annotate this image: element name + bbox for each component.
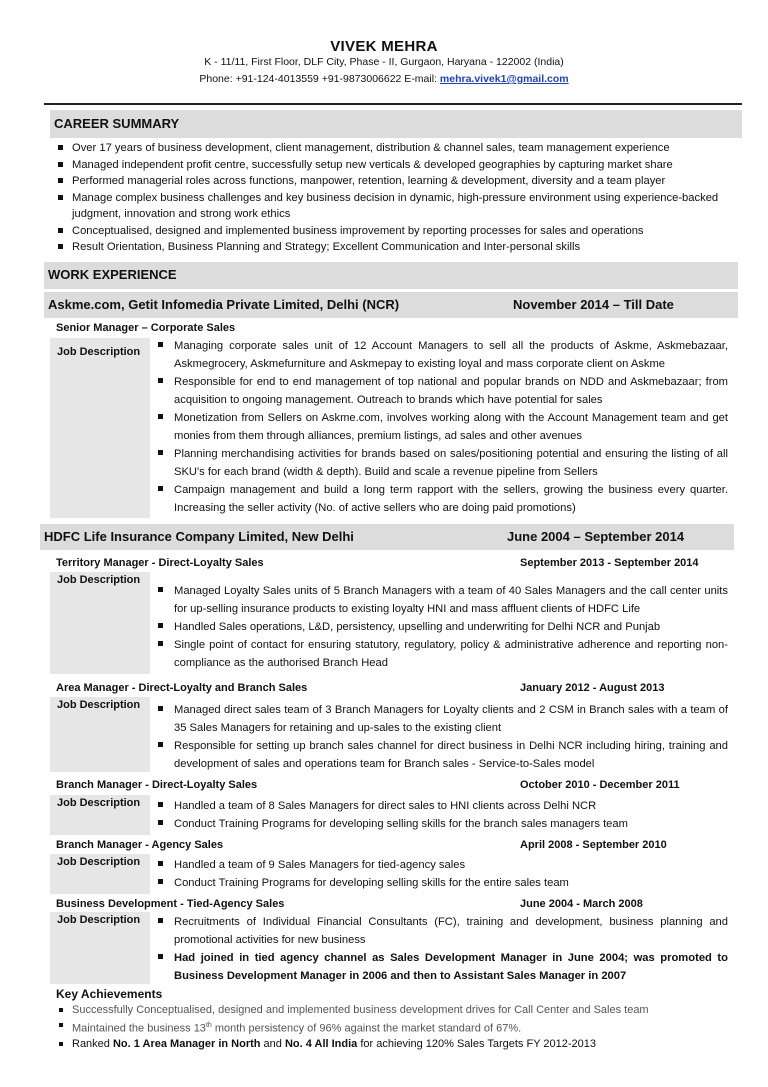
achievement-text: month persistency of 96% against the market standard of 67%.	[211, 1022, 522, 1035]
achievement-text: Maintained the business 13	[72, 1022, 206, 1035]
list-item: Managed independent profit centre, successfully setup new verticals & developed geographies by capturing market share	[54, 157, 724, 174]
list-item	[56, 1018, 736, 1037]
role-dates: June 2004 - March 2008	[520, 898, 643, 910]
job-description-box	[50, 912, 150, 984]
job-description-box	[50, 795, 150, 835]
email-link[interactable]: mehra.vivek1@gmail.com	[439, 73, 569, 85]
achievement-highlight: No. 1 Area Manager in North	[112, 1037, 261, 1050]
list-item: Handled a team of 9 Sales Managers for tied-agency sales	[154, 856, 728, 874]
job-description-label: Job Description	[57, 346, 141, 358]
list-item: Managing corporate sales unit of 12 Account Managers to sell all the products of Askme, Askmebazaar, Askmegrocery, Askmefurniture and Askmepay to existing loyal and mass corporate client on Askme	[154, 337, 728, 373]
role-title: Senior Manager – Corporate Sales	[56, 322, 236, 334]
achievement-text: and	[260, 1037, 285, 1050]
job-description-label: Job Description	[57, 914, 141, 926]
role-dates: January 2012 - August 2013	[520, 682, 665, 694]
list-item: Over 17 years of business development, client management, distribution & channel sales, team management experience	[54, 140, 724, 157]
job-description-list	[154, 797, 728, 833]
list-item: Performed managerial roles across functions, manpower, retention, learning & development, diversity and a team player	[54, 173, 724, 190]
company-name: Askme.com, Getit Infomedia Private Limited, Delhi (NCR)	[48, 297, 400, 312]
contact-line	[0, 73, 768, 85]
list-item: Conduct Training Programs for developing selling skills for the entire sales team	[154, 874, 728, 892]
job-description-list	[154, 856, 728, 892]
list-item	[56, 1037, 736, 1052]
list-item: Single point of contact for ensuring statutory, regulatory, policy & administrative adherence and reporting non-compliance as the authorised Branch Head	[154, 636, 728, 672]
list-item: Managed Loyalty Sales units of 5 Branch Managers with a team of 40 Sales Managers and the call center units for up-selling insurance products to existing loyalty HNI and mass affluent clients of HDFC Life	[154, 582, 728, 618]
list-item: Result Orientation, Business Planning and Strategy; Excellent Communication and Inter-personal skills	[54, 239, 724, 256]
job-description-list	[154, 701, 728, 773]
job-description-box	[50, 338, 150, 518]
job-description-box	[50, 697, 150, 772]
list-item: Handled Sales operations, L&D, persistency, upselling and underwriting for Delhi NCR and Punjab	[154, 618, 728, 636]
company-name: HDFC Life Insurance Company Limited, New Delhi	[44, 529, 354, 544]
job-description-box	[50, 572, 150, 674]
job-description-list	[154, 582, 728, 672]
role-title: Area Manager - Direct-Loyalty and Branch Sales	[56, 682, 308, 694]
company-dates: November 2014 – Till Date	[513, 297, 674, 312]
role-title: Branch Manager - Agency Sales	[56, 839, 224, 851]
career-summary-band	[50, 110, 742, 138]
achievement-superscript: th	[205, 1022, 212, 1029]
role-dates: October 2010 - December 2011	[520, 779, 680, 791]
list-item: Handled a team of 8 Sales Managers for direct sales to HNI clients across Delhi NCR	[154, 797, 728, 815]
list-item: Manage complex business challenges and key business decision in dynamic, high-pressure environment using experience-backed judgment, innovation and strong work ethics	[54, 190, 724, 223]
list-item: Managed direct sales team of 3 Branch Managers for Loyalty clients and 2 CSM in Branch sales with a team of 35 Sales Managers for retaining and up-sales to the existing client	[154, 701, 728, 737]
list-item: Had joined in tied agency channel as Sales Development Manager in June 2004; was promoted to Business Development Manager in 2006 and then to Assistant Sales Manager in 2007	[154, 949, 728, 985]
resume-name: VIVEK MEHRA	[330, 38, 438, 55]
work-experience-title: WORK EXPERIENCE	[48, 267, 177, 282]
achievement-text: for achieving 120% Sales Targets FY 2012-2013	[357, 1037, 596, 1050]
list-item: Responsible for setting up branch sales channel for direct business in Delhi NCR including hiring, training and development of sales and operations team for Branch sales - Service-to-Sales model	[154, 737, 728, 773]
address-line: K - 11/11, First Floor, DLF City, Phase - II, Gurgaon, Haryana - 122002 (India)	[204, 56, 564, 68]
job-description-list	[154, 337, 728, 517]
list-item: Conduct Training Programs for developing selling skills for the branch sales managers team	[154, 815, 728, 833]
list-item: Responsible for end to end management of top national and popular brands on NDD and Askmebazaar; from acquisition to ongoing management. Outreach to brands which have potential for sales	[154, 373, 728, 409]
list-item: Monetization from Sellers on Askme.com, involves working along with the Account Management team and get monies from them through alliances, premium listings, ad sales and other avenues	[154, 409, 728, 445]
phone-text: Phone: +91-124-4013559 +91-9873006622 E-mail:	[199, 73, 440, 85]
role-dates: September 2013 - September 2014	[520, 557, 699, 569]
company-dates: June 2004 – September 2014	[507, 529, 685, 544]
list-item: Recruitments of Individual Financial Consultants (FC), training and development, business planning and promotional activities for new business	[154, 913, 728, 949]
key-achievements-title: Key Achievements	[56, 987, 163, 1001]
list-item: Campaign management and build a long term rapport with the sellers, growing the business every quarter. Increasing the seller activity (No. of active sellers who are doing paid promotions)	[154, 481, 728, 517]
work-experience-band	[44, 262, 738, 289]
role-dates: April 2008 - September 2010	[520, 839, 667, 851]
job-description-list	[154, 913, 728, 985]
job-description-label: Job Description	[57, 856, 141, 868]
job-description-label: Job Description	[57, 797, 141, 809]
achievements-list	[56, 1003, 736, 1052]
career-summary-title: CAREER SUMMARY	[54, 116, 180, 131]
header-divider	[44, 103, 742, 105]
job-description-box	[50, 854, 150, 894]
job-description-label: Job Description	[57, 574, 141, 586]
list-item: Conceptualised, designed and implemented business improvement by reporting processes for sales and operations	[54, 223, 724, 240]
achievement-highlight: No. 4 All India	[284, 1037, 358, 1050]
list-item: Successfully Conceptualised, designed and implemented business development drives for Call Center and Sales team	[56, 1003, 736, 1018]
role-title: Business Development - Tied-Agency Sales	[56, 898, 285, 910]
role-title: Branch Manager - Direct-Loyalty Sales	[56, 779, 258, 791]
list-item: Planning merchandising activities for brands based on sales/positioning potential and ensuring the listing of all SKU's for each brand (width & depth). Build and scale a revenue pipeline from Sellers	[154, 445, 728, 481]
career-summary-list	[54, 140, 724, 256]
job-description-label: Job Description	[57, 699, 141, 711]
role-title: Territory Manager - Direct-Loyalty Sales	[56, 557, 264, 569]
achievement-text: Ranked	[72, 1037, 113, 1050]
